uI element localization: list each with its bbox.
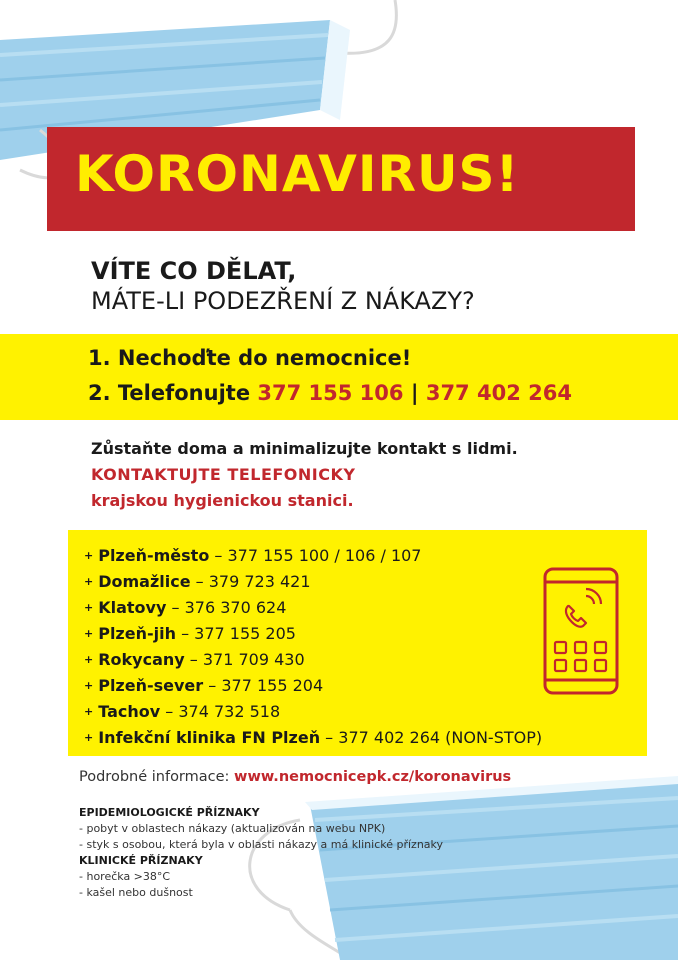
contact-number[interactable]: – 376 370 624 [166,598,287,617]
epidemiological-heading: EPIDEMIOLOGICKÉ PŘÍZNAKY [79,806,260,819]
contact-name: Tachov [98,702,161,721]
contact-row [84,543,542,569]
symptom-item: - horečka >38°C [79,870,171,883]
contact-row [84,621,542,647]
plus-icon: + [84,601,94,614]
plus-icon: + [84,575,94,588]
contact-number[interactable]: – 377 402 264 (NON-STOP) [320,728,543,747]
instruction-contact-phone: KONTAKTUJTE TELEFONICKY [91,465,356,484]
instruction-stay-home: Zůstaňte doma a minimalizujte kontakt s lidmi. [91,439,518,458]
contact-name: Rokycany [98,650,185,669]
symptom-item: - styk s osobou, která byla v oblasti nákazy a má klinické příznaky [79,838,444,851]
step-2-phone-1[interactable]: 377 155 106 [257,381,404,405]
contact-name: Plzeň-sever [98,676,204,695]
plus-icon: + [84,653,94,666]
symptom-item: - kašel nebo dušnost [79,886,193,899]
contact-row [84,673,542,699]
contact-number[interactable]: – 377 155 100 / 106 / 107 [209,546,422,565]
steps-band [0,334,678,420]
contact-number[interactable]: – 379 723 421 [190,572,311,591]
plus-icon: + [84,549,94,562]
contact-name: Domažlice [98,572,191,591]
contact-row [84,569,542,595]
contact-number[interactable]: – 377 155 204 [203,676,324,695]
title-banner [47,127,635,231]
contact-name: Plzeň-město [98,546,210,565]
question-line-2: MÁTE-LI PODEZŘENÍ Z NÁKAZY? [91,287,475,315]
contact-list [84,543,542,751]
contact-number[interactable]: – 371 709 430 [184,650,305,669]
symptoms-section [79,805,443,901]
symptom-item: - pobyt v oblastech nákazy (aktualizován na webu NPK) [79,822,386,835]
contact-name: Plzeň-jih [98,624,176,643]
contact-row [84,725,542,751]
step-2-separator: | [410,381,419,405]
contact-row [84,699,542,725]
step-2 [88,381,572,405]
more-info-link[interactable]: www.nemocnicepk.cz/koronavirus [234,769,512,785]
contact-name: Klatovy [98,598,167,617]
contact-name: Infekční klinika FN Plzeň [98,728,321,747]
instruction-hygiene-station: krajskou hygienickou stanici. [91,491,354,510]
banner-title: KORONAVIRUS! [75,145,520,203]
clinical-heading: KLINICKÉ PŘÍZNAKY [79,854,203,867]
step-2-label: 2. Telefonujte [88,381,251,405]
question-heading [91,256,475,316]
instructions [91,436,518,514]
more-info-label: Podrobné informace: [79,769,235,785]
step-1: 1. Nechoďte do nemocnice! [88,346,412,370]
plus-icon: + [84,627,94,640]
smartphone-call-icon [542,566,620,696]
contact-row [84,595,542,621]
contact-number[interactable]: – 377 155 205 [175,624,296,643]
plus-icon: + [84,679,94,692]
step-2-phone-2[interactable]: 377 402 264 [425,381,572,405]
more-info [79,769,511,785]
contact-row [84,647,542,673]
question-line-1: VÍTE CO DĚLAT, [91,257,297,285]
plus-icon: + [84,731,94,744]
contact-number[interactable]: – 374 732 518 [160,702,281,721]
plus-icon: + [84,705,94,718]
contacts-box [68,530,647,756]
